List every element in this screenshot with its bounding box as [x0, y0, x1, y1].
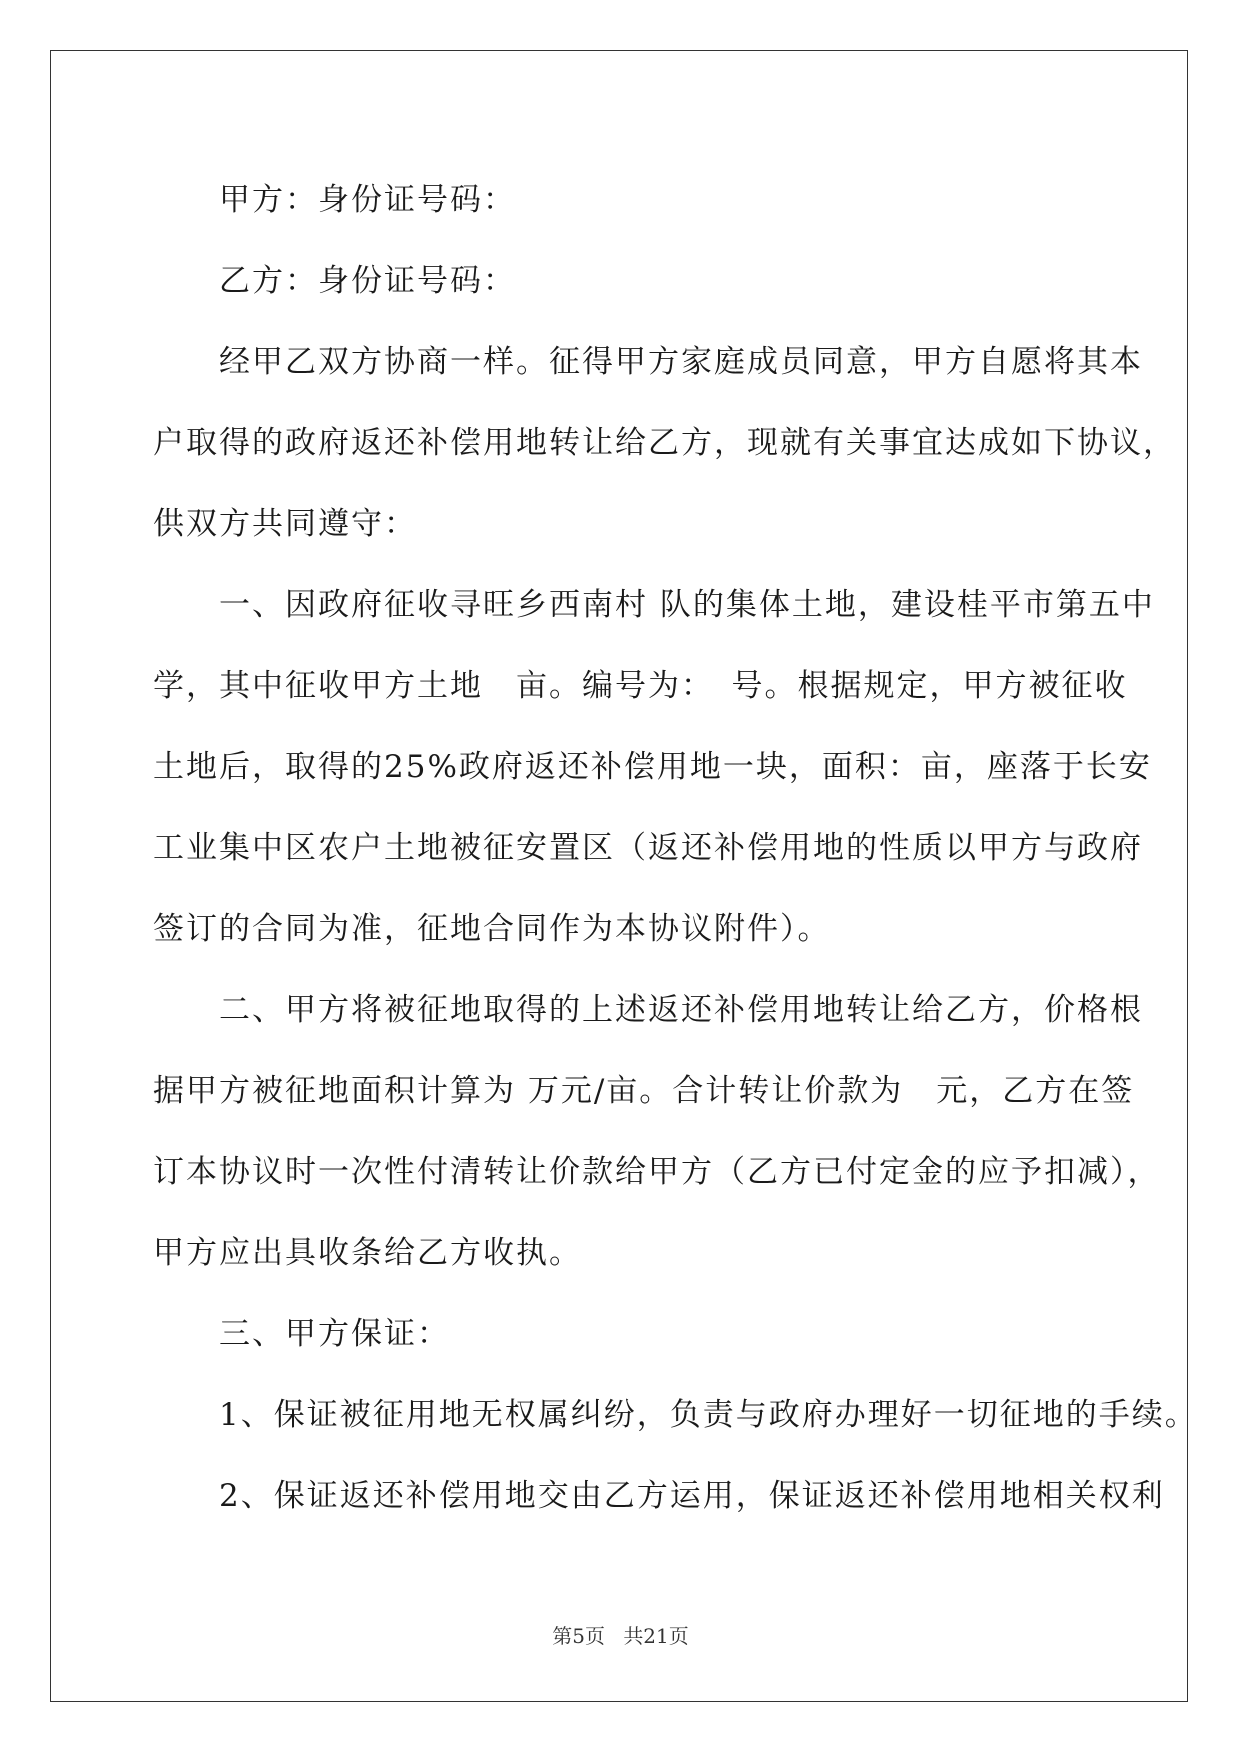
text-line: 土地后，取得的25%政府返还补偿用地一块，面积：亩，座落于长安	[153, 749, 1152, 785]
text-line: 工业集中区农户土地被征安置区（返还补偿用地的性质以甲方与政府	[153, 830, 1143, 866]
text-line: 经甲乙双方协商一样。征得甲方家庭成员同意，甲方自愿将其本	[153, 344, 1143, 380]
paragraph-guarantee-2	[153, 1456, 1165, 1537]
paragraph-party-a	[153, 160, 1093, 241]
paragraph-guarantee-1	[153, 1375, 1198, 1456]
text-line: 甲方：身份证号码：	[153, 182, 516, 218]
page-footer	[0, 1620, 1241, 1649]
text-line: 学，其中征收甲方土地 亩。编号为： 号。根据规定，甲方被征收	[153, 668, 1128, 704]
text-line: 订本协议时一次性付清转让价款给甲方（乙方已付定金的应予扣减），	[153, 1154, 1161, 1190]
text-line: 户取得的政府返还补偿用地转让给乙方，现就有关事宜达成如下协议，	[153, 425, 1176, 461]
page-number: 第5页	[552, 1624, 605, 1648]
text-line: 签订的合同为准，征地合同作为本协议附件）。	[153, 911, 831, 947]
text-line: 1、保证被征用地无权属纠纷，负责与政府办理好一切征地的手续。	[153, 1397, 1198, 1433]
paragraph-clause-1	[153, 565, 1155, 970]
paragraph-clause-2	[153, 970, 1161, 1294]
text-line: 乙方：身份证号码：	[153, 263, 516, 299]
text-line: 甲方应出具收条给乙方收执。	[153, 1235, 582, 1271]
page-total: 共21页	[623, 1624, 689, 1648]
paragraph-party-b	[153, 241, 1093, 322]
text-line: 二、甲方将被征地取得的上述返还补偿用地转让给乙方，价格根	[153, 992, 1143, 1028]
document-body	[153, 160, 1198, 1537]
text-line: 2、保证返还补偿用地交由乙方运用，保证返还补偿用地相关权利	[153, 1478, 1165, 1514]
paragraph-clause-3-heading	[153, 1294, 1093, 1375]
text-line: 供双方共同遵守：	[153, 506, 417, 542]
paragraph-preamble	[153, 322, 1176, 565]
text-line: 一、因政府征收寻旺乡西南村 队的集体土地，建设桂平市第五中	[153, 587, 1155, 623]
text-line: 据甲方被征地面积计算为 万元/亩。合计转让价款为 元，乙方在签	[153, 1073, 1135, 1109]
text-line: 三、甲方保证：	[153, 1316, 450, 1352]
